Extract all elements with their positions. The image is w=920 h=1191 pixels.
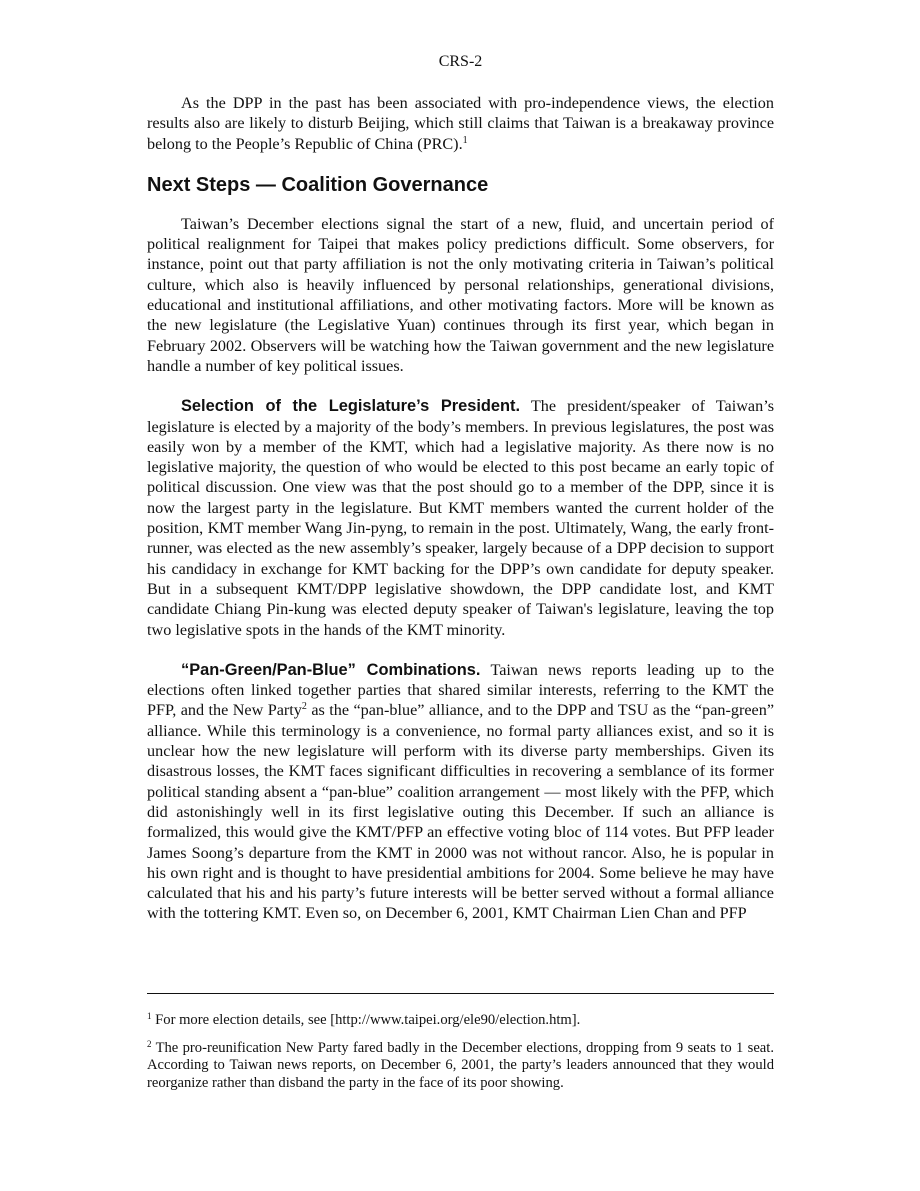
- subsection-text-legislature-president: The president/speaker of Taiwan’s legislature is elected by a majority of the body’s members. In previous legislatures, the post was easily won by a member of the KMT, which had a legislative majority. As there now is no legislative majority, the question of who would be elected to this post became an early topic of political discussion. One view was that the post should go to a member of the DPP, since it is now the largest party in the legislature. But KMT members wanted the current holder of the position, KMT member Wang Jin-pyng, to remain in the post. Ultimately, Wang, the early front-runner, was elected as the new assembly’s speaker, largely because of a DPP decision to support his candidacy in exchange for KMT backing for the DPP’s own candidate for deputy speaker. But in a subsequent KMT/DPP legislative showdown, the DPP candidate lost, and KMT candidate Chiang Pin-kung was elected deputy speaker of Taiwan's legislature, leaving the top two legislative spots in the hands of the KMT minority.: [147, 397, 774, 639]
- footnote-number-1: 1: [147, 1011, 152, 1021]
- subsection-text-pan-green-part2: as the “pan-blue” alliance, and to the DPP and TSU as the “pan-green” alliance. While this terminology is a convenience, no formal party alliances exist, and so it is unclear how the new legislature will perform with its diverse party memberships. Given its disastrous losses, the KMT faces significant difficulties in recovering a semblance of its former political standing absent a “pan-blue” coalition arrangement — most likely with the PFP, which did astonishingly well in its first legislative outing this December. If such an alliance is formalized, this would give the KMT/PFP an effective voting bloc of 114 votes. But PFP leader James Soong’s departure from the KMT in 2000 was not without rancor. Also, he is popular in his own right and is thought to have presidential ambitions for 2004. Some believe he may have calculated that his and his party’s future interests will be better served without a formal alliance with the tottering KMT. Even so, on December 6, 2001, KMT Chairman Lien Chan and PFP: [147, 701, 774, 923]
- footnote-number-2: 2: [147, 1038, 152, 1049]
- subsection-pan-green-pan-blue: [147, 660, 774, 924]
- footnote-ref-1[interactable]: 1: [462, 134, 468, 146]
- footnote-2: [147, 1040, 774, 1093]
- footnotes: [147, 1012, 774, 1092]
- section-paragraph-1: Taiwan’s December elections signal the start of a new, fluid, and uncertain period of political realignment for Taipei that makes policy predictions difficult. Some observers, for instance, point out that party affiliation is not the only motivating criteria in Taiwan’s political culture, which also is heavily influenced by personal relationships, generational divisions, educational and institutional affiliations, and other motivating factors. More will be known as the new legislature (the Legislative Yuan) continues through its first year, which began in February 2002. Observers will be watching how the Taiwan government and the new legislature handle a number of key political issues.: [147, 214, 774, 375]
- subsection-title-legislature-president: Selection of the Legislature’s President.: [181, 397, 521, 416]
- footnote-text-1: For more election details, see [http://www.taipei.org/ele90/election.htm].: [155, 1012, 581, 1028]
- subsection-legislature-president: [147, 396, 774, 640]
- intro-text: As the DPP in the past has been associated with pro-independence views, the election results also are likely to disturb Beijing, which still claims that Taiwan is a breakaway province belong to the People’s Republic of China (PRC).: [147, 94, 774, 153]
- page-header: CRS-2: [438, 53, 483, 70]
- footnote-ref-2[interactable]: 2: [301, 701, 307, 713]
- subsection-text-pan-green-part1: Taiwan news reports leading up to the elections often linked together parties that shared similar interests, referring to the KMT the PFP, and the New Party: [147, 660, 774, 720]
- footnote-1: [147, 1012, 774, 1030]
- footnote-divider: [147, 993, 774, 994]
- footnote-text-2: The pro-reunification New Party fared badly in the December elections, dropping from 9 seats to 1 seat. According to Taiwan news reports, on December 6, 2001, the party’s leaders announced that they would reorganize rather than disband the party in the face of its poor showing.: [147, 1039, 774, 1091]
- intro-paragraph: [147, 93, 774, 154]
- subsection-title-pan-green-pan-blue: “Pan-Green/Pan-Blue” Combinations.: [181, 660, 481, 679]
- page-body: [147, 52, 774, 924]
- section-heading: Next Steps — Coalition Governance: [147, 173, 489, 196]
